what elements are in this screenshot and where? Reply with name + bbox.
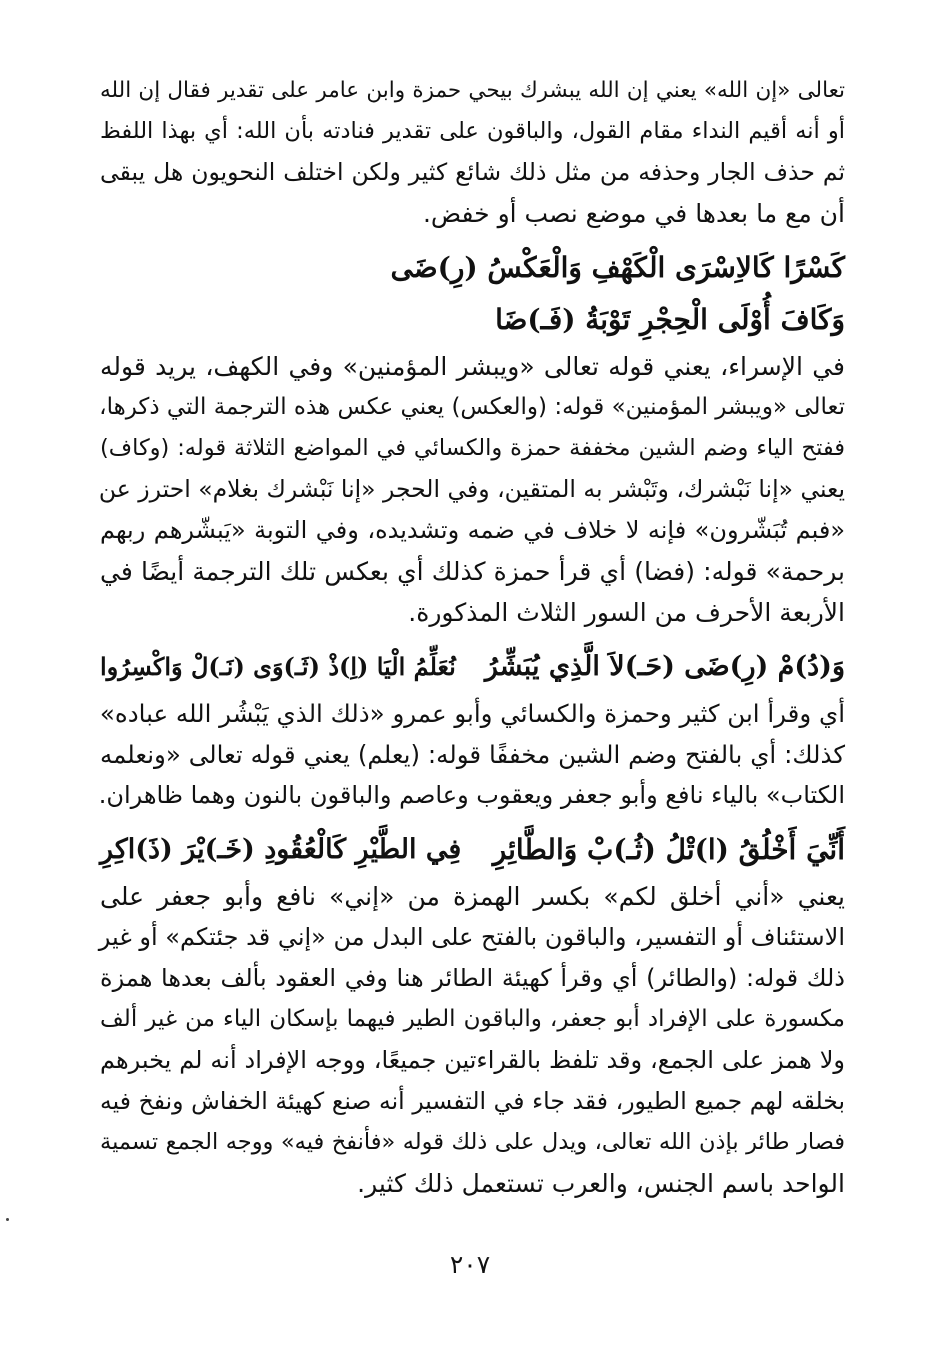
text-line: ولا همز على الجمع، وقد تلفظ بالقراءتين جميعًا، ووجه الإفراد أنه لم يخبرهم — [100, 1046, 845, 1074]
text-line: أو أنه أقيم النداء مقام القول، والباقون على تقدير فنادته بأن الله: أي بهذا اللفظ — [100, 118, 845, 144]
text-line: الواحد باسم الجنس، والعرب تستعمل ذلك كثير. — [357, 1169, 845, 1198]
text-line: أي وقرأ ابن كثير وحمزة والكسائي وأبو عمرو «ذلك الذي يَبْشُر الله عباده» — [99, 699, 845, 728]
text-line: يعني «أني أخلق لكم» بكسر الهمزة من «إني» نافع وأبو جعفر على — [100, 882, 845, 911]
paragraph-3 — [100, 693, 845, 816]
paragraph-4 — [100, 876, 845, 1204]
text-line: الأربعة الأحرف من السور الثلاث المذكورة. — [408, 598, 845, 627]
scan-speck — [6, 1218, 9, 1221]
verse-couplet — [100, 824, 845, 876]
text-line: الكتاب» بالياء نافع وأبو جعفر ويعقوب وعاصم والباقون بالنون وهما ظاهران. — [98, 781, 845, 809]
text-line: كذلك: أي بالفتح وضم الشين مخففًا قوله: (يعلم) يعني قوله تعالى «ونعلمه — [100, 740, 845, 769]
verse-hemistich-left: فِي الطَّيْرِ كَالْعُقُودِ (خَـ)يْرَ (ذَ)اكِرِ — [100, 834, 462, 865]
text-line: برحمة» قوله: (فضا) أي قرأ حمزة كذلك أي بعكس تلك الترجمة أيضًا في — [100, 557, 845, 586]
text-line: تعالى «إن الله» يعني إن الله يبشرك بيحي حمزة وابن عامر على تقدير فقال إن الله — [100, 78, 845, 103]
verse-line: وَكَافَ أُوْلَى الْحِجْرِ تَوْبَةُ (فَـ)ضَا — [495, 303, 845, 336]
text-line: ثم حذف الجار وحذفه من مثل ذلك شائع كثير ولكن اختلف النحويون هل يبقى — [100, 158, 845, 186]
text-line: فصار طائر بإذن الله تعالى، ويدل على ذلك قوله «فأنفخ فيه» ووجه الجمع تسمية — [100, 1129, 845, 1155]
paragraph-1 — [100, 70, 845, 234]
verse-hemistich-left: نُعَلِّمُ الْيَا (اِ)ذْ (ثَـ)وَى (نَـ)لْ وَاكْسِرُوا — [100, 652, 456, 681]
text-line: أن مع ما بعدها في موضع نصب أو خفض. — [422, 199, 845, 228]
page-number: ٢٠٧ — [449, 1250, 491, 1279]
text-line: «فبم تُبَشّرون» فإنه لا خلاف في ضمه وتشديده، وفي التوبة «يَبشّرهم ربهم — [100, 516, 845, 544]
text-line: ذلك قوله: (والطائر) أي وقرأ كهيئة الطائر هنا وفي العقود بألف بعدها همزة — [100, 964, 845, 992]
text-line: في الإسراء، يعني قوله تعالى «ويبشر المؤمنين» وفي الكهف، يريد قوله — [100, 352, 845, 381]
text-line: تعالى «ويبشر المؤمنين» قوله: (والعكس) يعني عكس هذه الترجمة التي ذكرها، — [99, 394, 845, 420]
text-line: ففتح الياء وضم الشين مخففة حمزة والكسائي في المواضع الثلاثة قوله: (وكاف) — [100, 435, 845, 461]
text-line: مكسورة على الإفراد أبو جعفر، والباقون الطير فيهما بإسكان الياء من غير ألف — [100, 1006, 845, 1032]
verse-hemistich-right: أَنِّيَ أَخْلُقُ (ا)تْلُ (ثُـ)بْ وَالطَّائِرِ — [492, 833, 845, 866]
page-body — [100, 70, 845, 1204]
text-line: يعني «إنا نَبْشرك، وتَبْشر به المتقين، وفي الحجر «إنا نَبْشرك بغلام» احترز عن — [98, 475, 845, 503]
verse-couplet — [100, 641, 845, 693]
verse-hemistich-right: وَ(دُ)مْ (رِ)ضَى (حَـ)لاَ الَّذِي يُبَشِّرُ — [484, 651, 845, 682]
verse-line: كَسْرًا كَالاِسْرَى الْكَهْفِ وَالْعَكْسُ (رِ)ضَى — [390, 251, 845, 284]
text-line: بخلقه لهم جميع الطيور، فقد جاء في التفسير أنه صنع كهيئة الخفاش ونفخ فيه — [100, 1087, 845, 1115]
paragraph-2 — [100, 346, 845, 633]
text-line: الاستئناف أو التفسير، والباقون بالفتح على البدل من «إني قد جئتكم» أو غير — [98, 923, 845, 951]
